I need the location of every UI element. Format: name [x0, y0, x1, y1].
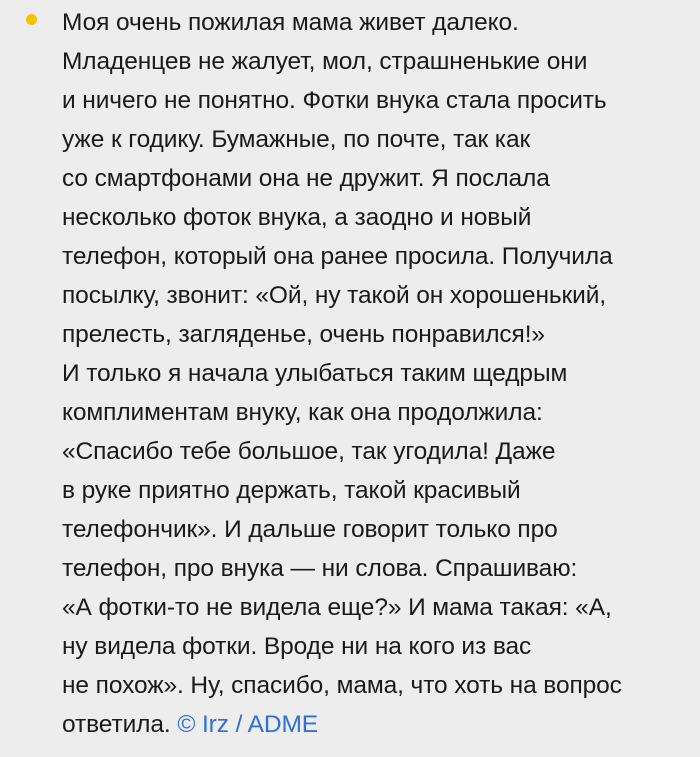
story-line: уже к годику. Бумажные, по почте, так как	[62, 126, 531, 153]
story-line: «А фотки-то не видела еще?» И мама такая: «А,	[62, 594, 612, 621]
story-line: И только я начала улыбаться таким щедрым	[62, 360, 568, 387]
story-line-last	[62, 705, 622, 744]
story-line-text: ответила.	[62, 711, 178, 738]
bullet-dot-icon	[26, 14, 37, 25]
story-line: Младенцев не жалует, мол, страшненькие они	[62, 48, 588, 75]
story-line: в руке приятно держать, такой красивый	[62, 477, 521, 504]
credit-link[interactable]: © Irz / ADME	[177, 711, 319, 738]
story-line: комплиментам внуку, как она продолжила:	[62, 399, 543, 426]
story-line: «Спасибо тебе большое, так угодила! Даже	[62, 438, 556, 465]
story-line: и ничего не понятно. Фотки внука стала просить	[62, 87, 607, 114]
story-line: посылку, звонит: «Ой, ну такой он хорошенький,	[62, 282, 607, 309]
story-line: несколько фоток внука, а заодно и новый	[62, 204, 532, 231]
story-line: со смартфонами она не дружит. Я послала	[62, 165, 550, 192]
story-line: телефончик». И дальше говорит только про	[62, 516, 558, 543]
story-line: ну видела фотки. Вроде ни на кого из вас	[62, 633, 532, 660]
story-text	[62, 3, 622, 744]
story-line: телефон, который она ранее просила. Получила	[62, 243, 613, 270]
story-line: не похож». Ну, спасибо, мама, что хоть на вопрос	[62, 672, 622, 699]
story-line: прелесть, загляденье, очень понравился!»	[62, 321, 545, 348]
story-line: Моя очень пожилая мама живет далеко.	[62, 9, 519, 36]
story-line: телефон, про внука — ни слова. Спрашиваю:	[62, 555, 578, 582]
